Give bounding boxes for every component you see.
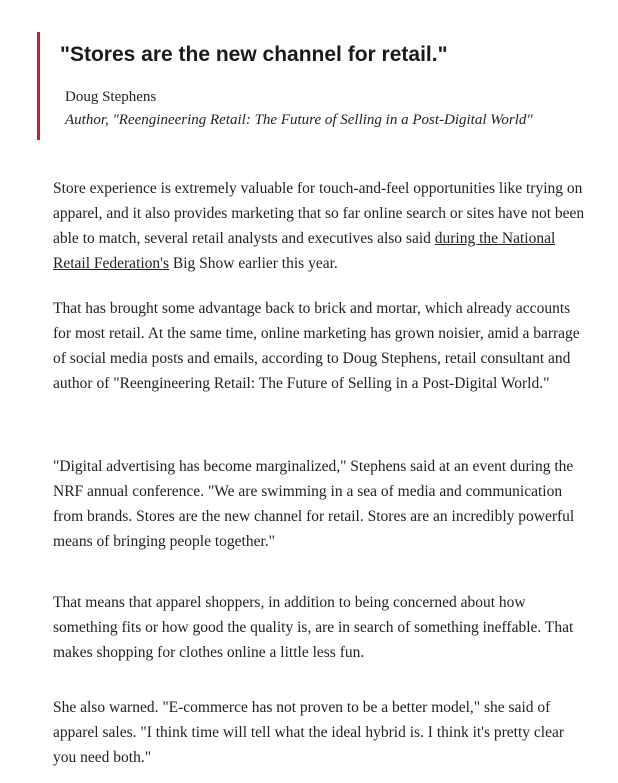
nrf-big-show-link[interactable]: during the National Retail Federation's [53,230,556,272]
paragraph-text: Big Show earlier this year. [169,255,338,272]
article-paragraph: That has brought some advantage back to brick and mortar, which already accounts for most retail. At the same time, online marketing has grown noisier, amid a barrage of social media posts and emails, according to Doug Stephens, retail consultant and author of "Reengineering Retail: The Future of Selling in a Post-Digital World." [53,300,580,392]
article-paragraph: She also warned. "E-commerce has not proven to be a better model," she said of apparel sales. "I think time will tell what the ideal hybrid is. I think it's pretty clear you need both." [53,699,565,766]
quote-author-name: Doug Stephens [65,89,157,105]
article-paragraph: That means that apparel shoppers, in addition to being concerned about how something fits or how good the quality is, are in search of something ineffable. That makes shopping for clothes online a little less fun. [53,594,574,661]
quote-author-title: Author, "Reengineering Retail: The Future of Selling in a Post-Digital World" [65,112,533,128]
article-paragraph [53,176,588,276]
pull-quote [37,32,597,140]
paragraph-text: Store experience is extremely valuable for touch-and-feel opportunities like trying on apparel, and it also provides marketing that so far online search or sites have not been able to match, several retail analysts and executives also said [53,180,585,247]
pull-quote-text: "Stores are the new channel for retail." [60,43,448,66]
article-paragraph: "Digital advertising has become marginalized," Stephens said at an event during the NRF annual conference. "We are swimming in a sea of media and communication from brands. Stores are the new channel for retail. Stores are an incredibly powerful means of bringing people together." [53,458,575,550]
